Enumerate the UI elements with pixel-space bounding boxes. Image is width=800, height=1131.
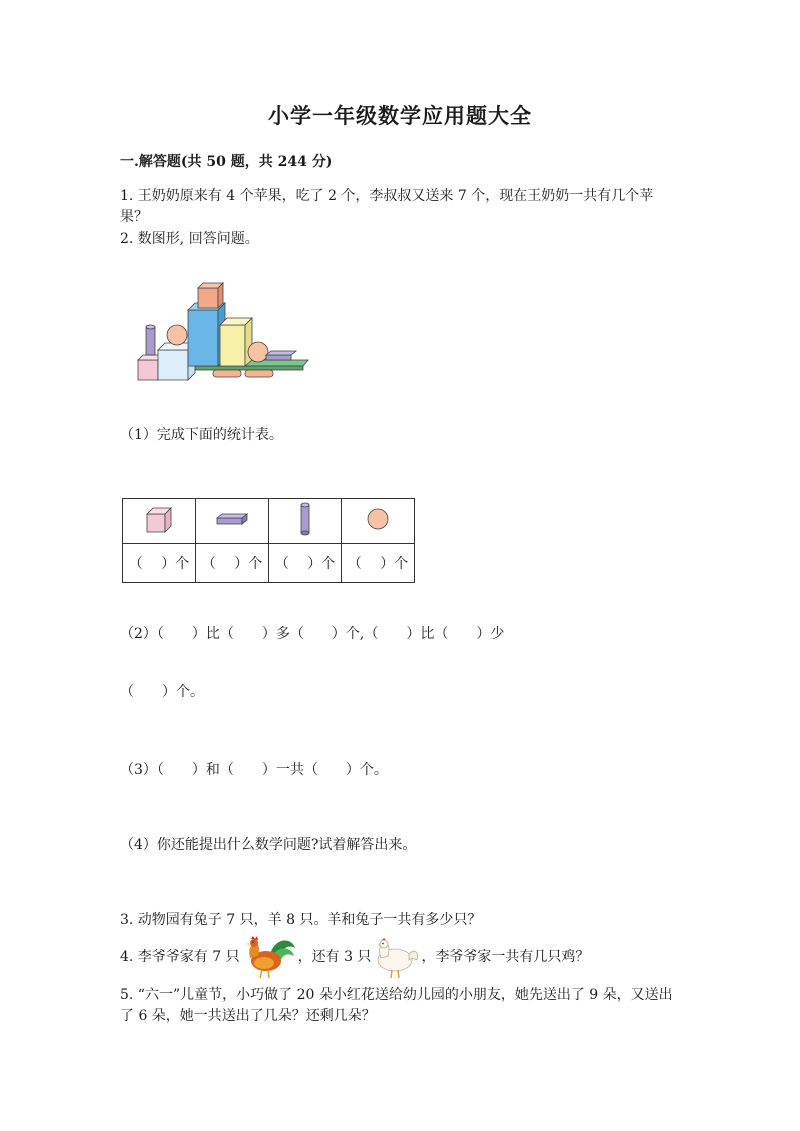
count-cell-cube[interactable]: （ ）个 <box>123 544 196 583</box>
question-2: 2. 数图形, 回答问题。 <box>120 231 259 247</box>
yellow-cuboid-shape <box>220 325 245 366</box>
question-1: 1. 王奶奶原来有 4 个苹果，吃了 2 个，李叔叔又送来 7 个，现在王奶奶一共有几个苹果？ <box>120 188 654 225</box>
standing-cylinder-shape <box>146 327 155 355</box>
cube-icon <box>143 503 175 535</box>
statistics-table <box>122 498 415 583</box>
cube-shape <box>138 360 158 380</box>
question-2-sub-2-line-1: （2）（ ）比（ ）多（ ）个,（ ）比（ ）少 <box>120 626 505 642</box>
question-4-part-2: ，还有 3 只 <box>297 949 372 965</box>
lying-cylinder-shape <box>213 370 241 377</box>
table-cell-cube <box>123 499 196 544</box>
question-2-sub-3: （3）（ ）和（ ）一共（ ）个。 <box>120 762 388 778</box>
count-cell-cylinder[interactable]: （ ）个 <box>269 544 342 583</box>
table-cell-cuboid <box>196 499 269 544</box>
blue-cuboid-shape <box>188 310 218 366</box>
table-cell-sphere <box>342 499 415 544</box>
question-2-sub-4: （4）你还能提出什么数学问题?试着解答出来。 <box>120 837 417 853</box>
table-cell-cylinder <box>269 499 342 544</box>
sphere-icon <box>365 506 391 532</box>
count-cell-cuboid[interactable]: （ ）个 <box>196 544 269 583</box>
sphere-shape <box>167 325 187 345</box>
cuboid-icon <box>214 511 250 527</box>
question-5: 5. “六一”儿童节，小巧做了 20 朵小红花送给幼儿园的小朋友，她先送出了 9 朵，又送出了 6 朵，她一共送出了几朵？还剩几朵？ <box>120 987 673 1024</box>
rooster-icon <box>240 934 298 980</box>
question-2-sub-1: （1）完成下面的统计表。 <box>120 427 283 443</box>
solids-illustration <box>133 280 313 385</box>
question-4 <box>120 934 589 980</box>
hen-icon <box>371 934 421 980</box>
top-cube-shape <box>198 288 218 308</box>
page-title: 小学一年级数学应用题大全 <box>268 103 532 128</box>
cylinder-icon <box>298 501 312 537</box>
question-4-part-1: 4. 李爷爷家有 7 只 <box>120 949 240 965</box>
flat-cuboid-shape <box>266 355 291 360</box>
question-2-sub-2-line-2: （ ）个。 <box>120 684 204 700</box>
question-4-part-3: ，李爷爷家一共有几只鸡？ <box>421 949 590 965</box>
question-3: 3. 动物园有兔子 7 只，羊 8 只。羊和兔子一共有多少只？ <box>120 912 482 928</box>
count-cell-sphere[interactable]: （ ）个 <box>342 544 415 583</box>
section-heading: 一.解答题(共 50 题，共 244 分) <box>120 154 333 170</box>
